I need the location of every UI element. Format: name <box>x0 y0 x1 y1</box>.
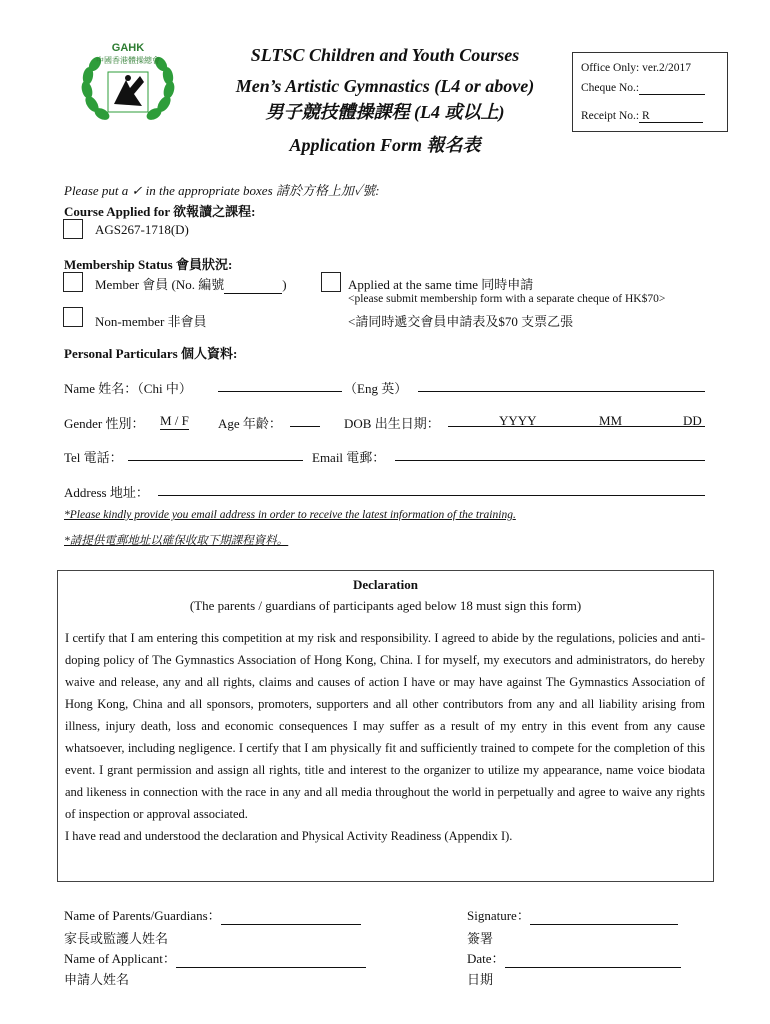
tel-label: Tel 電話： <box>64 450 123 465</box>
dob-label: DOB 出生日期： <box>344 416 440 431</box>
parent-name-zh: 家長或監護人姓名 <box>64 931 169 946</box>
instructions: Please put a ✓ in the appropriate boxes 請於方格上加✓號: <box>64 183 380 198</box>
course-checkbox[interactable] <box>63 219 83 239</box>
address-field[interactable] <box>158 481 705 496</box>
dob-dd: DD <box>683 413 702 428</box>
applicant-name-row <box>64 948 366 968</box>
parent-name-field[interactable] <box>221 908 361 925</box>
date-row <box>467 948 681 968</box>
declaration-body: I certify that I am entering this competition at my risk and responsibility. I agreed to abide by the regulations, policies and anti-doping policy of The Gymnastics Association of Hong Kong, China. I for myself, my executors and administrators, do hereby waive and release, any and all rights, claims and causes of action I have or may have against The Gymnastics Association of Hong Kong, China and all sponsors, promoters, supporters and all other contributors from any and all liability arising from illness, injury death, loss and economic consequences I may suffer as a result of my entry in this event from any cause whatsoever, including negligence. I certify that I am physically fit and sufficiently trained to compete for the completion of this event. I grant permission and assign all rights, title and interest to the organizer to utilize my appearance, name voice biodata and likeness in connection with the race in any and all media throughout the world in perpetually and agree to waive any rights of inspection or approval associated. <box>65 631 705 821</box>
cheque-label: Cheque No.: <box>581 82 640 94</box>
email-label: Email 電郵： <box>312 450 386 465</box>
declaration-closing: I have read and understood the declaration and Physical Activity Readiness (Appendix I). <box>65 829 513 843</box>
address-label: Address 地址： <box>64 485 149 500</box>
applicant-name-zh: 申請人姓名 <box>64 972 130 987</box>
age-label: Age 年齡： <box>218 416 282 431</box>
declaration-box <box>57 570 714 882</box>
name-eng-label: （Eng 英） <box>344 381 408 396</box>
cheque-row <box>581 82 705 95</box>
declaration-subheading: (The parents / guardians of participants aged below 18 must sign this form) <box>189 598 582 613</box>
receipt-value: R <box>642 110 650 122</box>
applicant-name-field[interactable] <box>176 951 366 968</box>
member-label: Member 會員 (No. 編號 <box>95 277 225 292</box>
gahk-logo <box>78 42 178 124</box>
title-application-form: Application Form 報名表 <box>289 135 481 155</box>
applied-label: Applied at the same time 同時申請 <box>348 277 534 292</box>
dob-field[interactable] <box>448 412 705 427</box>
office-version: Office Only: ver.2/2017 <box>581 62 691 74</box>
age-field[interactable] <box>290 412 320 427</box>
receipt-label: Receipt No.: <box>581 110 640 122</box>
title-course: SLTSC Children and Youth Courses <box>250 45 520 65</box>
email-note-zh: *請提供電郵地址以確保收取下期課程資料。 <box>64 535 289 547</box>
signature-label: Signature： <box>467 908 530 923</box>
name-eng-field[interactable] <box>418 377 705 392</box>
office-use-box <box>572 52 728 132</box>
member-label-row <box>95 274 287 294</box>
signature-zh: 簽署 <box>467 931 494 946</box>
applied-note-en: <please submit membership form with a separate cheque of HK$70> <box>348 293 666 305</box>
name-label: Name 姓名：（Chi 中） <box>64 381 192 396</box>
signature-row <box>467 905 678 925</box>
title-program-zh: 男子競技體操課程 (L4 或以上) <box>265 102 505 122</box>
membership-heading: Membership Status 會員狀況: <box>64 257 233 272</box>
receipt-field[interactable] <box>639 110 703 123</box>
date-zh: 日期 <box>467 972 494 987</box>
parent-name-row <box>64 905 361 925</box>
declaration-body-block <box>65 627 705 847</box>
member-label-close: ) <box>282 277 287 292</box>
signature-field[interactable] <box>530 908 678 925</box>
gender-value[interactable]: M / F <box>160 413 189 428</box>
email-field[interactable] <box>395 446 705 461</box>
logo-text: GAHK <box>111 42 145 54</box>
member-checkbox[interactable] <box>63 272 83 292</box>
applicant-name-label: Name of Applicant： <box>64 951 176 966</box>
parent-name-label: Name of Parents/Guardians： <box>64 908 221 923</box>
dob-yyyy: YYYY <box>499 413 537 428</box>
nonmember-checkbox[interactable] <box>63 307 83 327</box>
tel-field[interactable] <box>128 446 303 461</box>
course-option: AGS267-1718(D) <box>95 222 189 237</box>
receipt-row <box>581 110 703 123</box>
personal-heading: Personal Particulars 個人資料: <box>64 346 238 361</box>
nonmember-label: Non-member 非會員 <box>95 314 207 329</box>
date-label: Date： <box>467 951 505 966</box>
cheque-field[interactable] <box>639 82 705 95</box>
applied-note-zh: <請同時遞交會員申請表及$70 支票乙張 <box>348 314 574 329</box>
member-number-field[interactable] <box>224 277 282 294</box>
email-note-en: *Please kindly provide you email address in order to receive the latest information of the training. <box>64 509 516 521</box>
title-program-en: Men’s Artistic Gymnastics (L4 or above) <box>235 76 535 96</box>
dob-mm: MM <box>599 413 623 428</box>
applied-checkbox[interactable] <box>321 272 341 292</box>
date-field[interactable] <box>505 951 681 968</box>
gender-label: Gender 性別： <box>64 416 145 431</box>
course-heading: Course Applied for 欲報讀之課程: <box>64 204 256 219</box>
logo-subtext: 中國香港體操總會 <box>96 56 160 65</box>
name-chi-field[interactable] <box>218 377 342 392</box>
declaration-heading: Declaration <box>353 577 418 592</box>
